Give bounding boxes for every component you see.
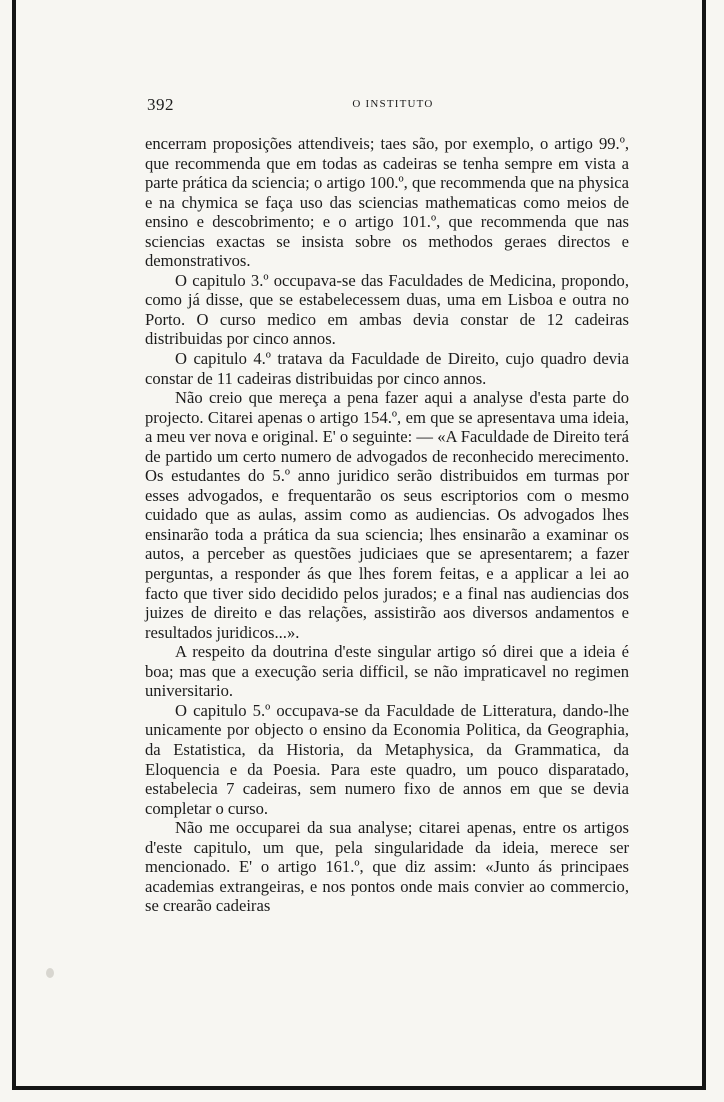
paper-smudge [46,968,54,978]
paragraph: encerram proposições attendiveis; taes são, por exemplo, o artigo 99.º, que recommenda que em todas as cadeiras se tenha sempre em vista a parte prática da sciencia; o artigo 100.º, que recommenda que na physica e na chymica se faça uso das sciencias mathematicas como meios de ensino e descobrimento; e o artigo 101.º, que recommenda que nas sciencias exactas se insista sobre os methodos geraes directos e demonstrativos. [145,134,629,271]
paragraph: O capitulo 5.º occupava-se da Faculdade de Litteratura, dando-lhe unicamente por objecto o ensino da Economia Politica, da Geographia, da Estatistica, da Historia, da Metaphysica, da Grammatica, da Eloquencia e da Poesia. Para este quadro, um pouco disparatado, estabelecia 7 cadeiras, sem numero fixo de annos em que se devia completar o curso. [145,700,629,818]
paragraph: O capitulo 3.º occupava-se das Faculdades de Medicina, propondo, como já disse, que se estabelecessem duas, uma em Lisboa e outra no Porto. O curso medico em ambas devia constar de 12 cadeiras distribuidas por cinco annos. [145,270,629,349]
paragraph: A respeito da doutrina d'este singular artigo só direi que a ideia é boa; mas que a execução seria difficil, se não impraticavel no regimen universitario. [145,642,629,701]
body-text [145,134,629,916]
running-title: O INSTITUTO [352,98,434,110]
paragraph: O capitulo 4.º tratava da Faculdade de Direito, cujo quadro devia constar de 11 cadeiras distribuidas por cinco annos. [145,349,629,388]
page-number: 392 [147,95,174,114]
page-header [147,95,629,115]
paragraph: Não me occuparei da sua analyse; citarei apenas, entre os artigos d'este capitulo, um que, pela singularidade da ideia, merece ser mencionado. E' o artigo 161.º, que diz assim: «Junto ás principaes academias extrangeiras, e nos pontos onde mais convier ao commercio, se crearão cadeiras [145,818,629,916]
paragraph: Não creio que mereça a pena fazer aqui a analyse d'esta parte do projecto. Citarei apenas o artigo 154.º, em que se apresentava uma ideia, a meu ver nova e original. E' o seguinte: — «A Faculdade de Direito terá de partido um certo numero de advogados de reconhecido merecimento. Os estudantes do 5.º anno juridico serão distribuidos em turmas por esses advogados, e frequentarão os seus escriptorios com o mesmo cuidado que as aulas, assim como as audiencias. Os advogados lhes ensinarão toda a prática da sua sciencia; lhes ensinarão a examinar os autos, a perceber as questões judiciaes que se apresentarem; a fazer perguntas, a responder ás que lhes forem feitas, e a applicar a lei ao facto que tiver sido decidido pelos jurados; e a final nas audiencias dos juizes de direito e das relações, assistirão aos diversos andamentos e resultados juridicos...». [145,388,629,642]
